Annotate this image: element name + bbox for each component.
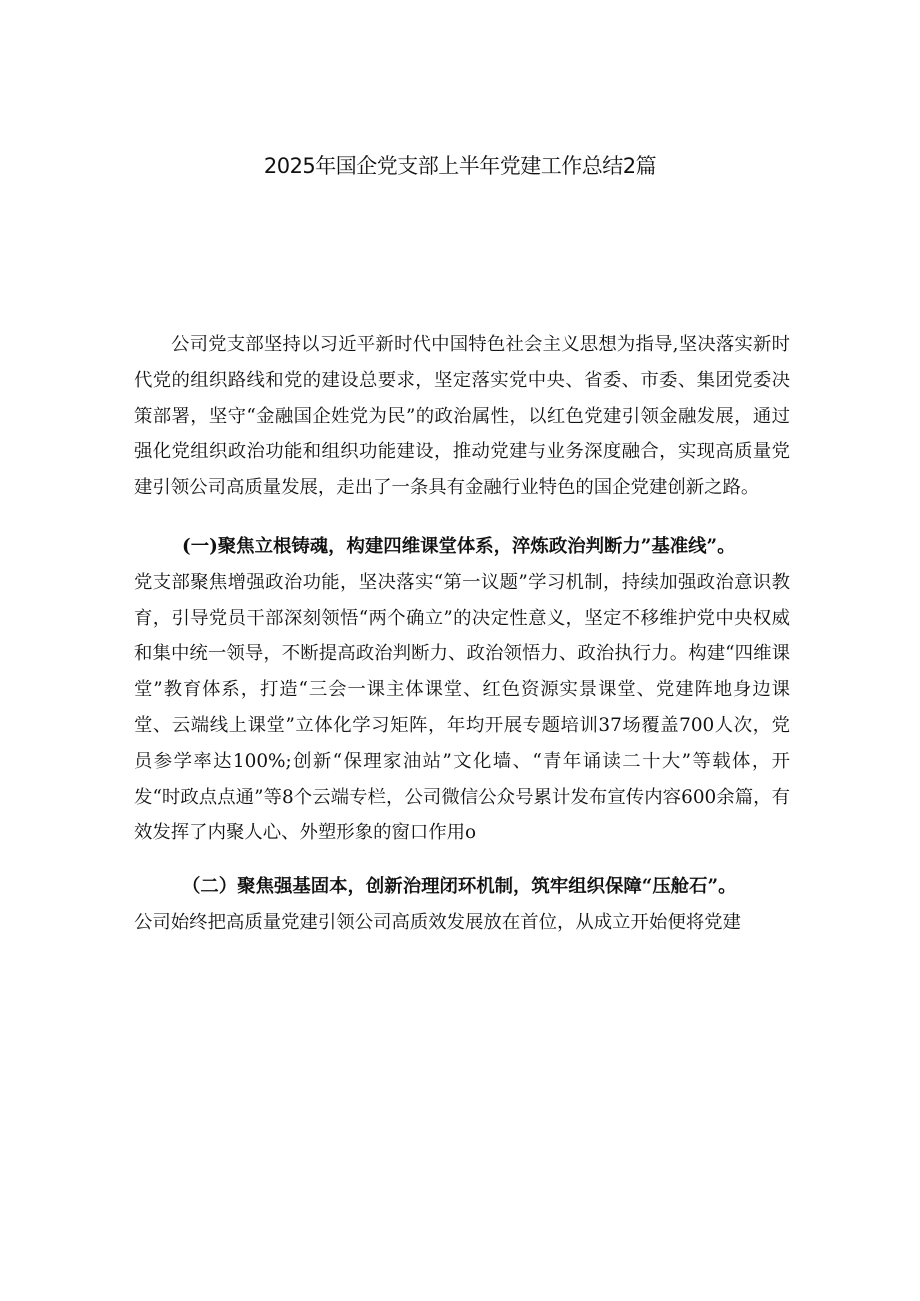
document-title: 2025年国企党支部上半年党建工作总结2篇 xyxy=(263,154,657,178)
section-1-paragraph: 党支部聚焦增强政治功能，坚决落实“第一议题”学习机制，持续加强政治意识教育，引导党员干部深刻领悟“两个确立”的决定性意义，坚定不移维护党中央权威和集中统一领导，不断提高政治判断力、政治领悟力、政治执行力。构建“四维课堂”教育体系，打造“三会一课主体课堂、红色资源实景课堂、党建阵地身边课堂、云端线上课堂”立体化学习矩阵，年均开展专题培训37场覆盖700人次，党员参学率达100%;创新“保理家油站”文化墙、“青年诵读二十大”等载体，开发“时政点点通”等8个云端专栏，公司微信公众号累计发布宣传内容600余篇，有效发挥了内聚人心、外塑形象的窗口作用o xyxy=(134,571,790,844)
document-body xyxy=(134,327,790,941)
intro-paragraph: 公司党支部坚持以习近平新时代中国特色社会主义思想为指导,坚决落实新时代党的组织路线和党的建设总要求，坚定落实党中央、省委、市委、集团党委决策部署，坚守“金融国企姓党为民”的政治属性，以红色党建引领金融发展，通过强化党组织政治功能和组织功能建设，推动党建与业务深度融合，实现高质量党建引领公司高质量发展，走出了一条具有金融行业特色的国企党建创新之路。 xyxy=(134,334,790,499)
section-1-heading: (一)聚焦立根铸魂，构建四维课堂体系，淬炼政治判断力”基准线”。 xyxy=(182,535,736,557)
section-2-paragraph: 公司始终把高质量党建引领公司高质效发展放在首位，从成立开始便将党建 xyxy=(134,911,741,933)
section-2-heading: （二）聚焦强基固本，创新治理闭环机制，筑牢组织保障“压舱石”。 xyxy=(182,876,737,898)
